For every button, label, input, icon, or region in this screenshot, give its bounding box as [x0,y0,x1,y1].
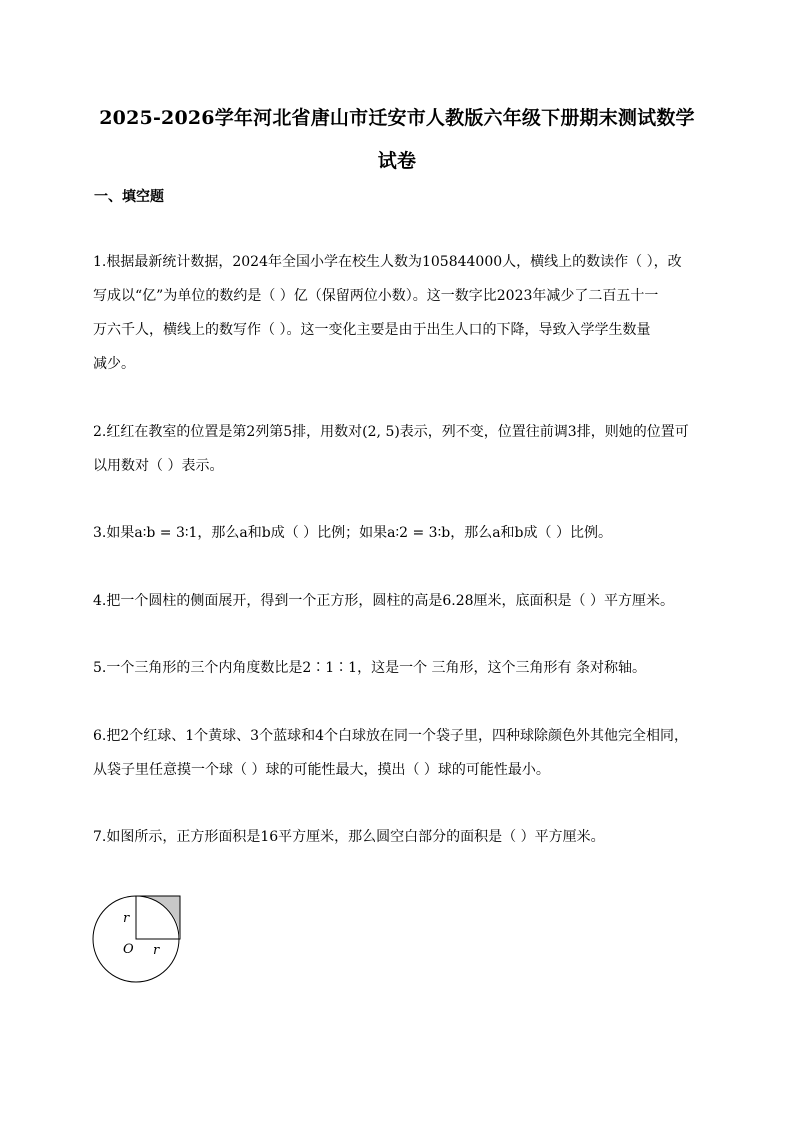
section-heading-fill-in-blank: 一、填空题 [94,189,164,205]
question-text-line: 2.红红在教室的位置是第2列第5排，用数对(2, 5)表示，列不变，位置往前调3排，则她的位置可 [93,424,689,440]
figure-svg [92,893,184,983]
question-5 [93,651,713,685]
label-r-vertical: r [123,911,130,926]
question-text-line: 1.根据最新统计数据，2024年全国小学在校生人数为105844000人，横线上的数读作（ ），改 [93,254,682,270]
document-title: 2025-2026学年河北省唐山市迁安市人教版六年级下册期末测试数学 [99,107,695,129]
question-text-line: 以用数对（ ）表示。 [93,458,224,474]
document-title-continued: 试卷 [377,150,417,172]
label-center-o: O [123,942,134,957]
question-text-line: 从袋子里任意摸一个球（ ）球的可能性最大，摸出（ ）球的可能性最小。 [93,762,550,778]
question-3 [93,516,713,550]
question-text-line: 写成以“亿”为单位的数约是（ ）亿（保留两位小数）。这一数字比2023年减少了二百五十一 [93,288,659,304]
question-text-line: 3.如果a∶b = 3∶1，那么a和b成（ ）比例；如果a∶2 = 3∶b，那么a和b成（ ）比例。 [93,525,612,541]
circle-square-figure [92,893,184,983]
question-2 [93,415,713,483]
question-7 [93,820,713,854]
question-text-line: 5.一个三角形的三个内角度数比是2∶1∶1，这是一个 三角形，这个三角形有 条对称轴。 [93,660,646,676]
question-text-line: 减少。 [93,356,135,372]
question-text-line: 6.把2个红球、1个黄球、3个蓝球和4个白球放在同一个袋子里，四种球除颜色外其他完全相同， [93,728,688,744]
question-text-line: 万六千人，横线上的数写作（ ）。这一变化主要是由于出生人口的下降，导致入学学生数量 [93,322,651,338]
question-text-line: 7.如图所示，正方形面积是16平方厘米，那么圆空白部分的面积是（ ）平方厘米。 [93,829,605,845]
label-r-horizontal: r [153,943,160,958]
question-text-line: 4.把一个圆柱的侧面展开，得到一个正方形，圆柱的高是6.28厘米，底面积是（ ）平方厘米。 [93,593,674,609]
question-4 [93,584,713,618]
question-1 [93,245,713,381]
question-6 [93,719,713,787]
